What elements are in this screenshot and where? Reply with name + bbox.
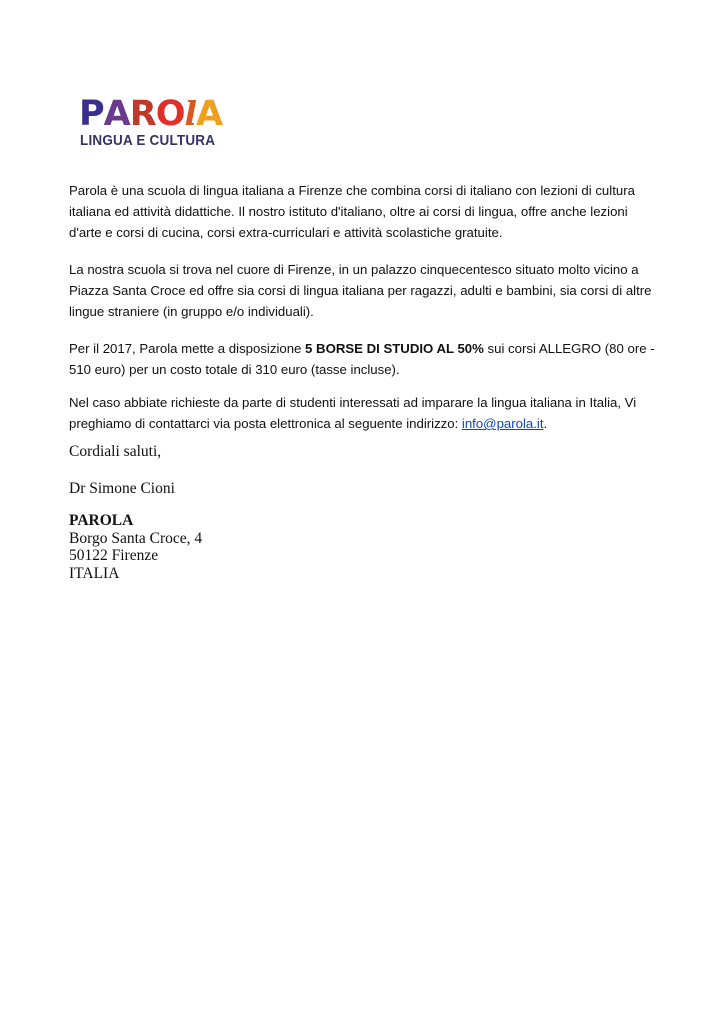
scholarship-paragraph	[69, 338, 659, 380]
scholarship-highlight: 5 BORSE DI STUDIO AL 50%	[305, 341, 484, 356]
logo-subtitle: LINGUA E CULTURA	[80, 132, 216, 149]
address-country: ITALIA	[69, 564, 120, 582]
address-block	[69, 512, 202, 582]
intro-paragraph	[69, 180, 659, 243]
logo-letter: O	[155, 94, 185, 134]
location-paragraph	[69, 259, 659, 322]
paragraph-text-end: .	[543, 416, 548, 431]
paragraph-text: Parola è una scuola di lingua italiana a Firenze che combina corsi di italiano con lezioni di cultura italiana ed attività didattiche. Il nostro istituto d'italiano, oltre ai corsi di lingua, offre anche lezioni d'arte e corsi di cucina, corsi extra-curriculari e attività scolastiche gratuite.	[69, 183, 635, 240]
paragraph-text-start: Per il 2017, Parola mette a disposizione	[69, 341, 306, 356]
paragraph-text	[69, 392, 659, 434]
signature-name: Dr Simone Cioni	[69, 480, 175, 497]
logo-letter: A	[103, 94, 130, 134]
address-city: 50122 Firenze	[69, 547, 159, 564]
paragraph-text: La nostra scuola si trova nel cuore di Firenze, in un palazzo cinquecentesco situato molto vicino a Piazza Santa Croce ed offre sia corsi di lingua italiana per ragazzi, adulti e bambini, sia corsi di altre lingue straniere (in gruppo e/o individuali).	[69, 262, 652, 319]
logo-letter: P	[79, 94, 104, 134]
contact-paragraph	[69, 392, 659, 434]
address-org: PAROLA	[69, 512, 134, 529]
logo-wordmark	[79, 96, 222, 132]
address-street: Borgo Santa Croce, 4	[69, 529, 203, 547]
paragraph-text-end: sui corsi ALLEGRO (80 ore - 510 euro) per un costo totale di 310 euro (tasse incluse).	[69, 341, 655, 377]
logo-letter: R	[129, 94, 156, 134]
paragraph-text	[69, 338, 659, 380]
email-link[interactable]: info@parola.it	[461, 416, 544, 431]
logo-letter: l	[184, 94, 197, 133]
paragraph-text-start: Nel caso abbiate richieste da parte di studenti interessati ad imparare la lingua italiana in Italia, Vi preghiamo di contattarci via posta elettronica al seguente indirizzo:	[69, 395, 637, 431]
closing-greeting: Cordiali saluti,	[69, 443, 162, 460]
logo-letter: A	[196, 94, 223, 134]
parola-logo	[79, 94, 223, 152]
